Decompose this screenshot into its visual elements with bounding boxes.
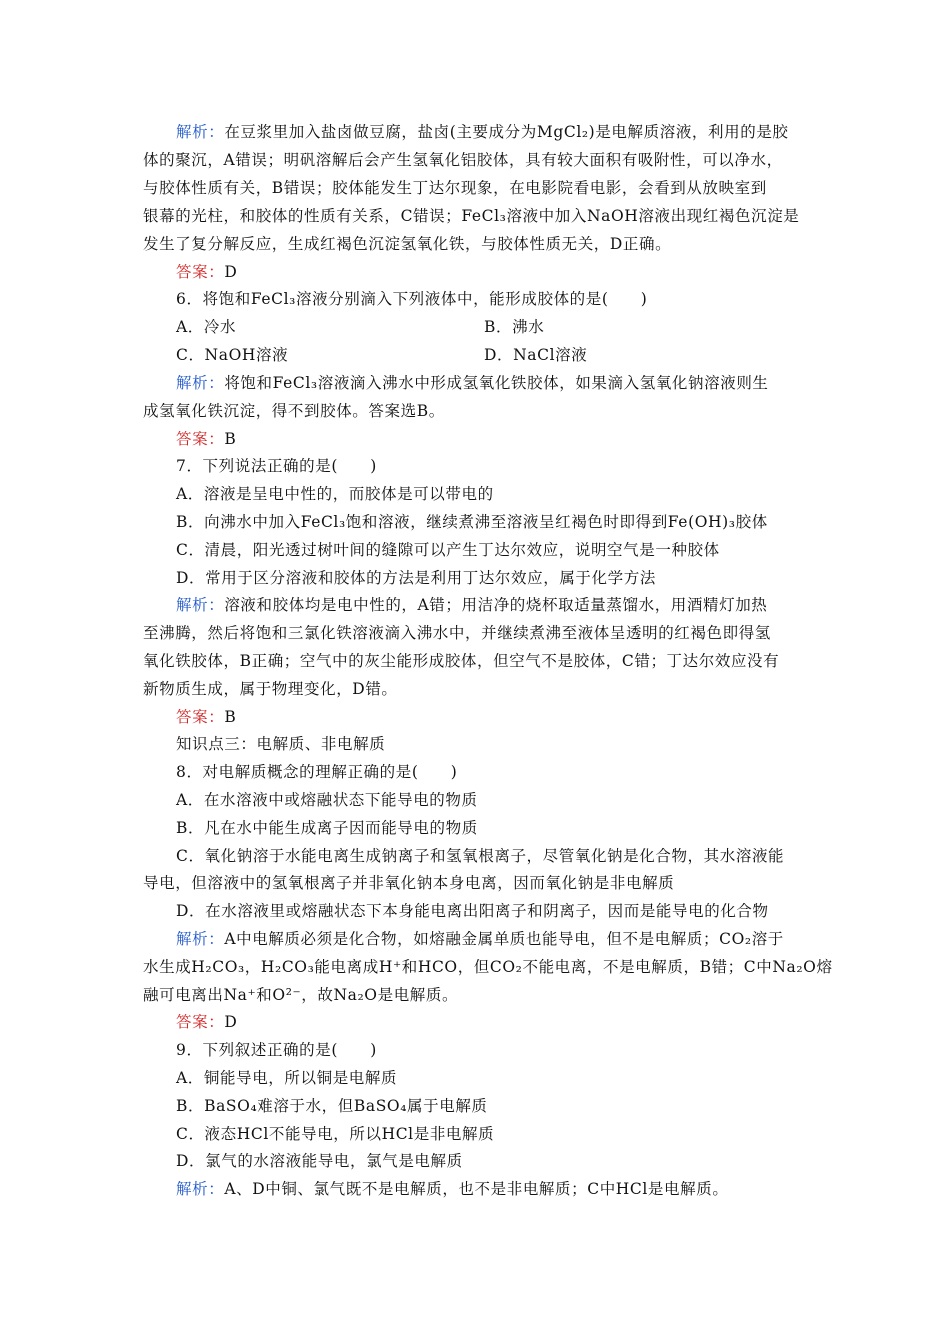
q5-analysis-line-1: 解析：在豆浆里加入盐卤做豆腐，盐卤(主要成分为MgCl₂)是电解质溶液，利用的是胶 xyxy=(176,123,789,141)
q6-option-a: A．冷水 xyxy=(176,318,237,336)
q7-option-c: C．清晨，阳光透过树叶间的缝隙可以产生丁达尔效应，说明空气是一种胶体 xyxy=(176,541,720,559)
section-heading: 知识点三：电解质、非电解质 xyxy=(176,735,386,753)
q6-analysis-line-2: 成氢氧化铁沉淀，得不到胶体。答案选B。 xyxy=(143,402,445,420)
analysis-label: 解析： xyxy=(176,930,225,948)
q8-option-b: B．凡在水中能生成离子因而能导电的物质 xyxy=(176,819,478,837)
q8-option-d: D．在水溶液里或熔融状态下本身能电离出阳离子和阴离子，因而是能导电的化合物 xyxy=(176,902,769,920)
q9-option-b: B．BaSO₄难溶于水，但BaSO₄属于电解质 xyxy=(176,1097,488,1115)
q5-analysis-line-2: 体的聚沉，A错误；明矾溶解后会产生氢氧化铝胶体，具有较大面积有吸附性，可以净水， xyxy=(143,151,783,169)
analysis-label: 解析： xyxy=(176,596,225,614)
q8-analysis-line-2: 水生成H₂CO₃，H₂CO₃能电离成H⁺和HCO，但CO₂不能电离，不是电解质，B错；C中Na₂O熔 xyxy=(143,958,833,976)
q7-option-d: D．常用于区分溶液和胶体的方法是利用丁达尔效应，属于化学方法 xyxy=(176,569,656,587)
q5-analysis-line-3: 与胶体性质有关，B错误；胶体能发生丁达尔现象，在电影院看电影，会看到从放映室到 xyxy=(143,179,767,197)
analysis-label: 解析： xyxy=(176,1180,225,1198)
q8-analysis-line-3: 融可电离出Na⁺和O²⁻，故Na₂O是电解质。 xyxy=(143,986,459,1004)
q8-stem: 8．对电解质概念的理解正确的是( ) xyxy=(176,763,458,781)
q9-option-c: C．液态HCl不能导电，所以HCl是非电解质 xyxy=(176,1125,495,1143)
q7-stem: 7．下列说法正确的是( ) xyxy=(176,457,377,475)
q6-option-b: B．沸水 xyxy=(484,318,545,336)
q6-option-d: D．NaCl溶液 xyxy=(484,346,588,364)
q8-option-a: A．在水溶液中或熔融状态下能导电的物质 xyxy=(176,791,478,809)
answer-label: 答案： xyxy=(176,430,225,448)
q9-option-a: A．铜能导电，所以铜是电解质 xyxy=(176,1069,398,1087)
q6-stem: 6．将饱和FeCl₃溶液分别滴入下列液体中，能形成胶体的是( ) xyxy=(176,290,648,308)
q6-answer: 答案：B xyxy=(176,430,237,448)
answer-label: 答案： xyxy=(176,263,225,281)
answer-label: 答案： xyxy=(176,1013,225,1031)
answer-label: 答案： xyxy=(176,708,225,726)
q8-option-c-line-1: C．氧化钠溶于水能电离生成钠离子和氢氧根离子，尽管氧化钠是化合物，其水溶液能 xyxy=(176,847,785,865)
q7-analysis-line-3: 氧化铁胶体，B正确；空气中的灰尘能形成胶体，但空气不是胶体，C错；丁达尔效应没有 xyxy=(143,652,780,670)
q7-analysis-line-4: 新物质生成，属于物理变化，D错。 xyxy=(143,680,398,698)
q5-analysis-line-5: 发生了复分解反应，生成红褐色沉淀氢氧化铁，与胶体性质无关，D正确。 xyxy=(143,235,672,253)
q8-option-c-line-2: 导电，但溶液中的氢氧根离子并非氧化钠本身电离，因而氧化钠是非电解质 xyxy=(143,874,675,892)
q8-analysis-line-1: 解析：A中电解质必须是化合物，如熔融金属单质也能导电，但不是电解质；CO₂溶于 xyxy=(176,930,784,948)
q9-stem: 9．下列叙述正确的是( ) xyxy=(176,1041,377,1059)
q6-option-c: C．NaOH溶液 xyxy=(176,346,289,364)
q9-analysis-line-1: 解析：A、D中铜、氯气既不是电解质，也不是非电解质；C中HCl是电解质。 xyxy=(176,1180,729,1198)
q7-option-a: A．溶液是呈电中性的，而胶体是可以带电的 xyxy=(176,485,494,503)
q7-option-b: B．向沸水中加入FeCl₃饱和溶液，继续煮沸至溶液呈红褐色时即得到Fe(OH)₃胶体 xyxy=(176,513,768,531)
q5-analysis-line-4: 银幕的光柱，和胶体的性质有关系，C错误；FeCl₃溶液中加入NaOH溶液出现红褐色沉淀是 xyxy=(143,207,800,225)
q6-analysis-line-1: 解析：将饱和FeCl₃溶液滴入沸水中形成氢氧化铁胶体，如果滴入氢氧化钠溶液则生 xyxy=(176,374,769,392)
q7-analysis-line-1: 解析：溶液和胶体均是电中性的，A错；用洁净的烧杯取适量蒸馏水，用酒精灯加热 xyxy=(176,596,768,614)
q8-answer: 答案：D xyxy=(176,1013,238,1031)
analysis-label: 解析： xyxy=(176,123,225,141)
analysis-label: 解析： xyxy=(176,374,225,392)
q9-option-d: D．氯气的水溶液能导电，氯气是电解质 xyxy=(176,1152,463,1170)
q7-answer: 答案：B xyxy=(176,708,237,726)
q5-answer: 答案：D xyxy=(176,263,238,281)
q7-analysis-line-2: 至沸腾，然后将饱和三氯化铁溶液滴入沸水中，并继续煮沸至液体呈透明的红褐色即得氢 xyxy=(143,624,771,642)
